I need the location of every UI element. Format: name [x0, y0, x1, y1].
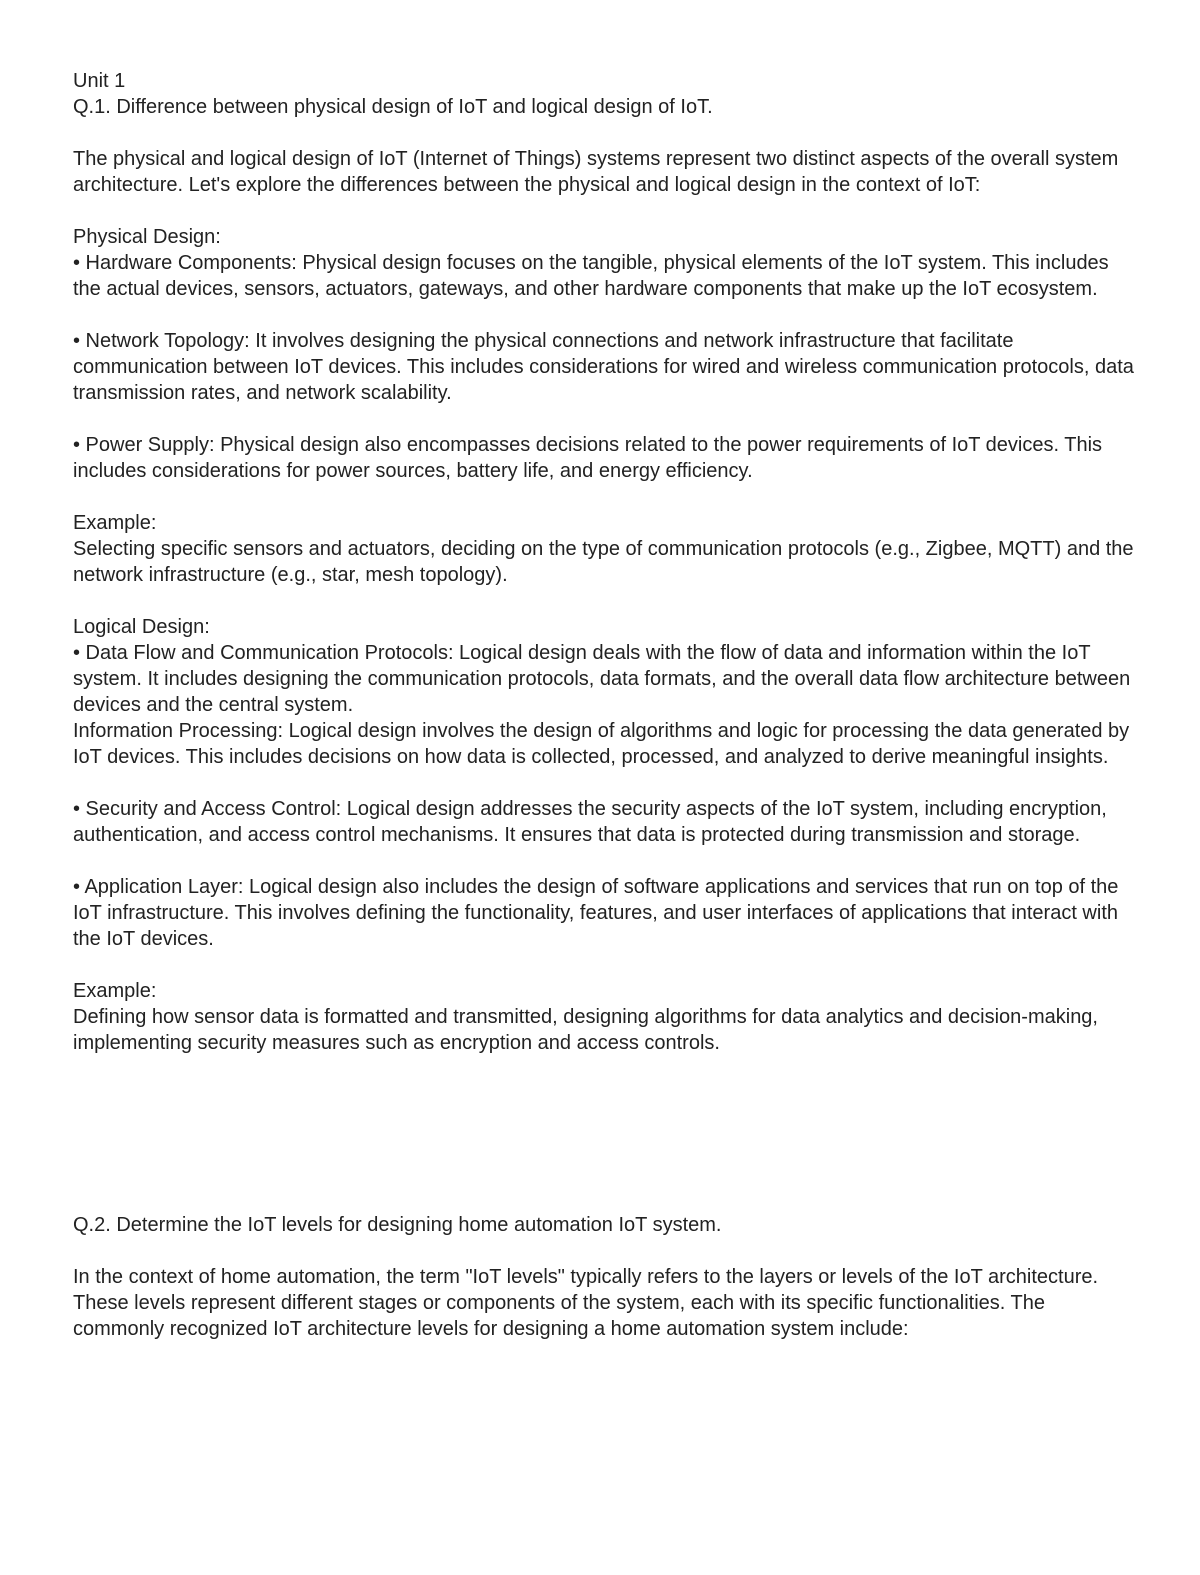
question-1-intro: The physical and logical design of IoT (Internet of Things) systems represent two distinct aspects of the overall system architecture. Let's explore the differences between the physical and logical design in the context of IoT:	[73, 148, 1119, 196]
unit-label: Unit 1	[73, 70, 126, 92]
logical-point-processing: Information Processing: Logical design involves the design of algorithms and logic for processing the data generated by IoT devices. This includes decisions on how data is collected, processed, and analyzed to derive meaningful insights.	[73, 720, 1130, 768]
logical-point-dataflow: • Data Flow and Communication Protocols: Logical design deals with the flow of data and information within the IoT system. It includes designing the communication protocols, data formats, and the overall data flow architecture between devices and the central system.	[73, 642, 1131, 716]
question-1-title: Q.1. Difference between physical design of IoT and logical design of IoT.	[73, 96, 713, 118]
spacer	[73, 120, 1138, 146]
physical-example-text: Selecting specific sensors and actuators, deciding on the type of communication protocols (e.g., Zigbee, MQTT) and the network infrastructure (e.g., star, mesh topology).	[73, 538, 1134, 586]
spacer	[73, 848, 1138, 874]
spacer	[73, 1238, 1138, 1264]
spacer	[73, 302, 1138, 328]
spacer	[73, 406, 1138, 432]
spacer	[73, 484, 1138, 510]
physical-example-heading: Example:	[73, 512, 157, 534]
spacer	[73, 588, 1138, 614]
spacer	[73, 770, 1138, 796]
section-spacer	[73, 1056, 1138, 1212]
spacer	[73, 952, 1138, 978]
question-2-title: Q.2. Determine the IoT levels for designing home automation IoT system.	[73, 1214, 722, 1236]
physical-point-power: • Power Supply: Physical design also encompasses decisions related to the power requirements of IoT devices. This includes considerations for power sources, battery life, and energy efficiency.	[73, 434, 1103, 482]
physical-design-heading: Physical Design:	[73, 226, 221, 248]
logical-example-text: Defining how sensor data is formatted and transmitted, designing algorithms for data analytics and decision-making, implementing security measures such as encryption and access controls.	[73, 1006, 1098, 1054]
physical-point-hardware: • Hardware Components: Physical design focuses on the tangible, physical elements of the IoT system. This includes the actual devices, sensors, actuators, gateways, and other hardware components that make up the IoT ecosystem.	[73, 252, 1109, 300]
logical-design-heading: Logical Design:	[73, 616, 210, 638]
logical-point-application: • Application Layer: Logical design also includes the design of software applications and services that run on top of the IoT infrastructure. This involves defining the functionality, features, and user interfaces of applications that interact with the IoT devices.	[73, 876, 1119, 950]
logical-point-security: • Security and Access Control: Logical design addresses the security aspects of the IoT system, including encryption, authentication, and access control mechanisms. It ensures that data is protected during transmission and storage.	[73, 798, 1107, 846]
physical-point-network: • Network Topology: It involves designing the physical connections and network infrastructure that facilitate communication between IoT devices. This includes considerations for wired and wireless communication protocols, data transmission rates, and network scalability.	[73, 330, 1134, 404]
logical-example-heading: Example:	[73, 980, 157, 1002]
spacer	[73, 198, 1138, 224]
question-2-intro: In the context of home automation, the term "IoT levels" typically refers to the layers or levels of the IoT architecture. These levels represent different stages or components of the system, each with its specific functionalities. The commonly recognized IoT architecture levels for designing a home automation system include:	[73, 1266, 1099, 1340]
document-page	[73, 68, 1138, 1342]
